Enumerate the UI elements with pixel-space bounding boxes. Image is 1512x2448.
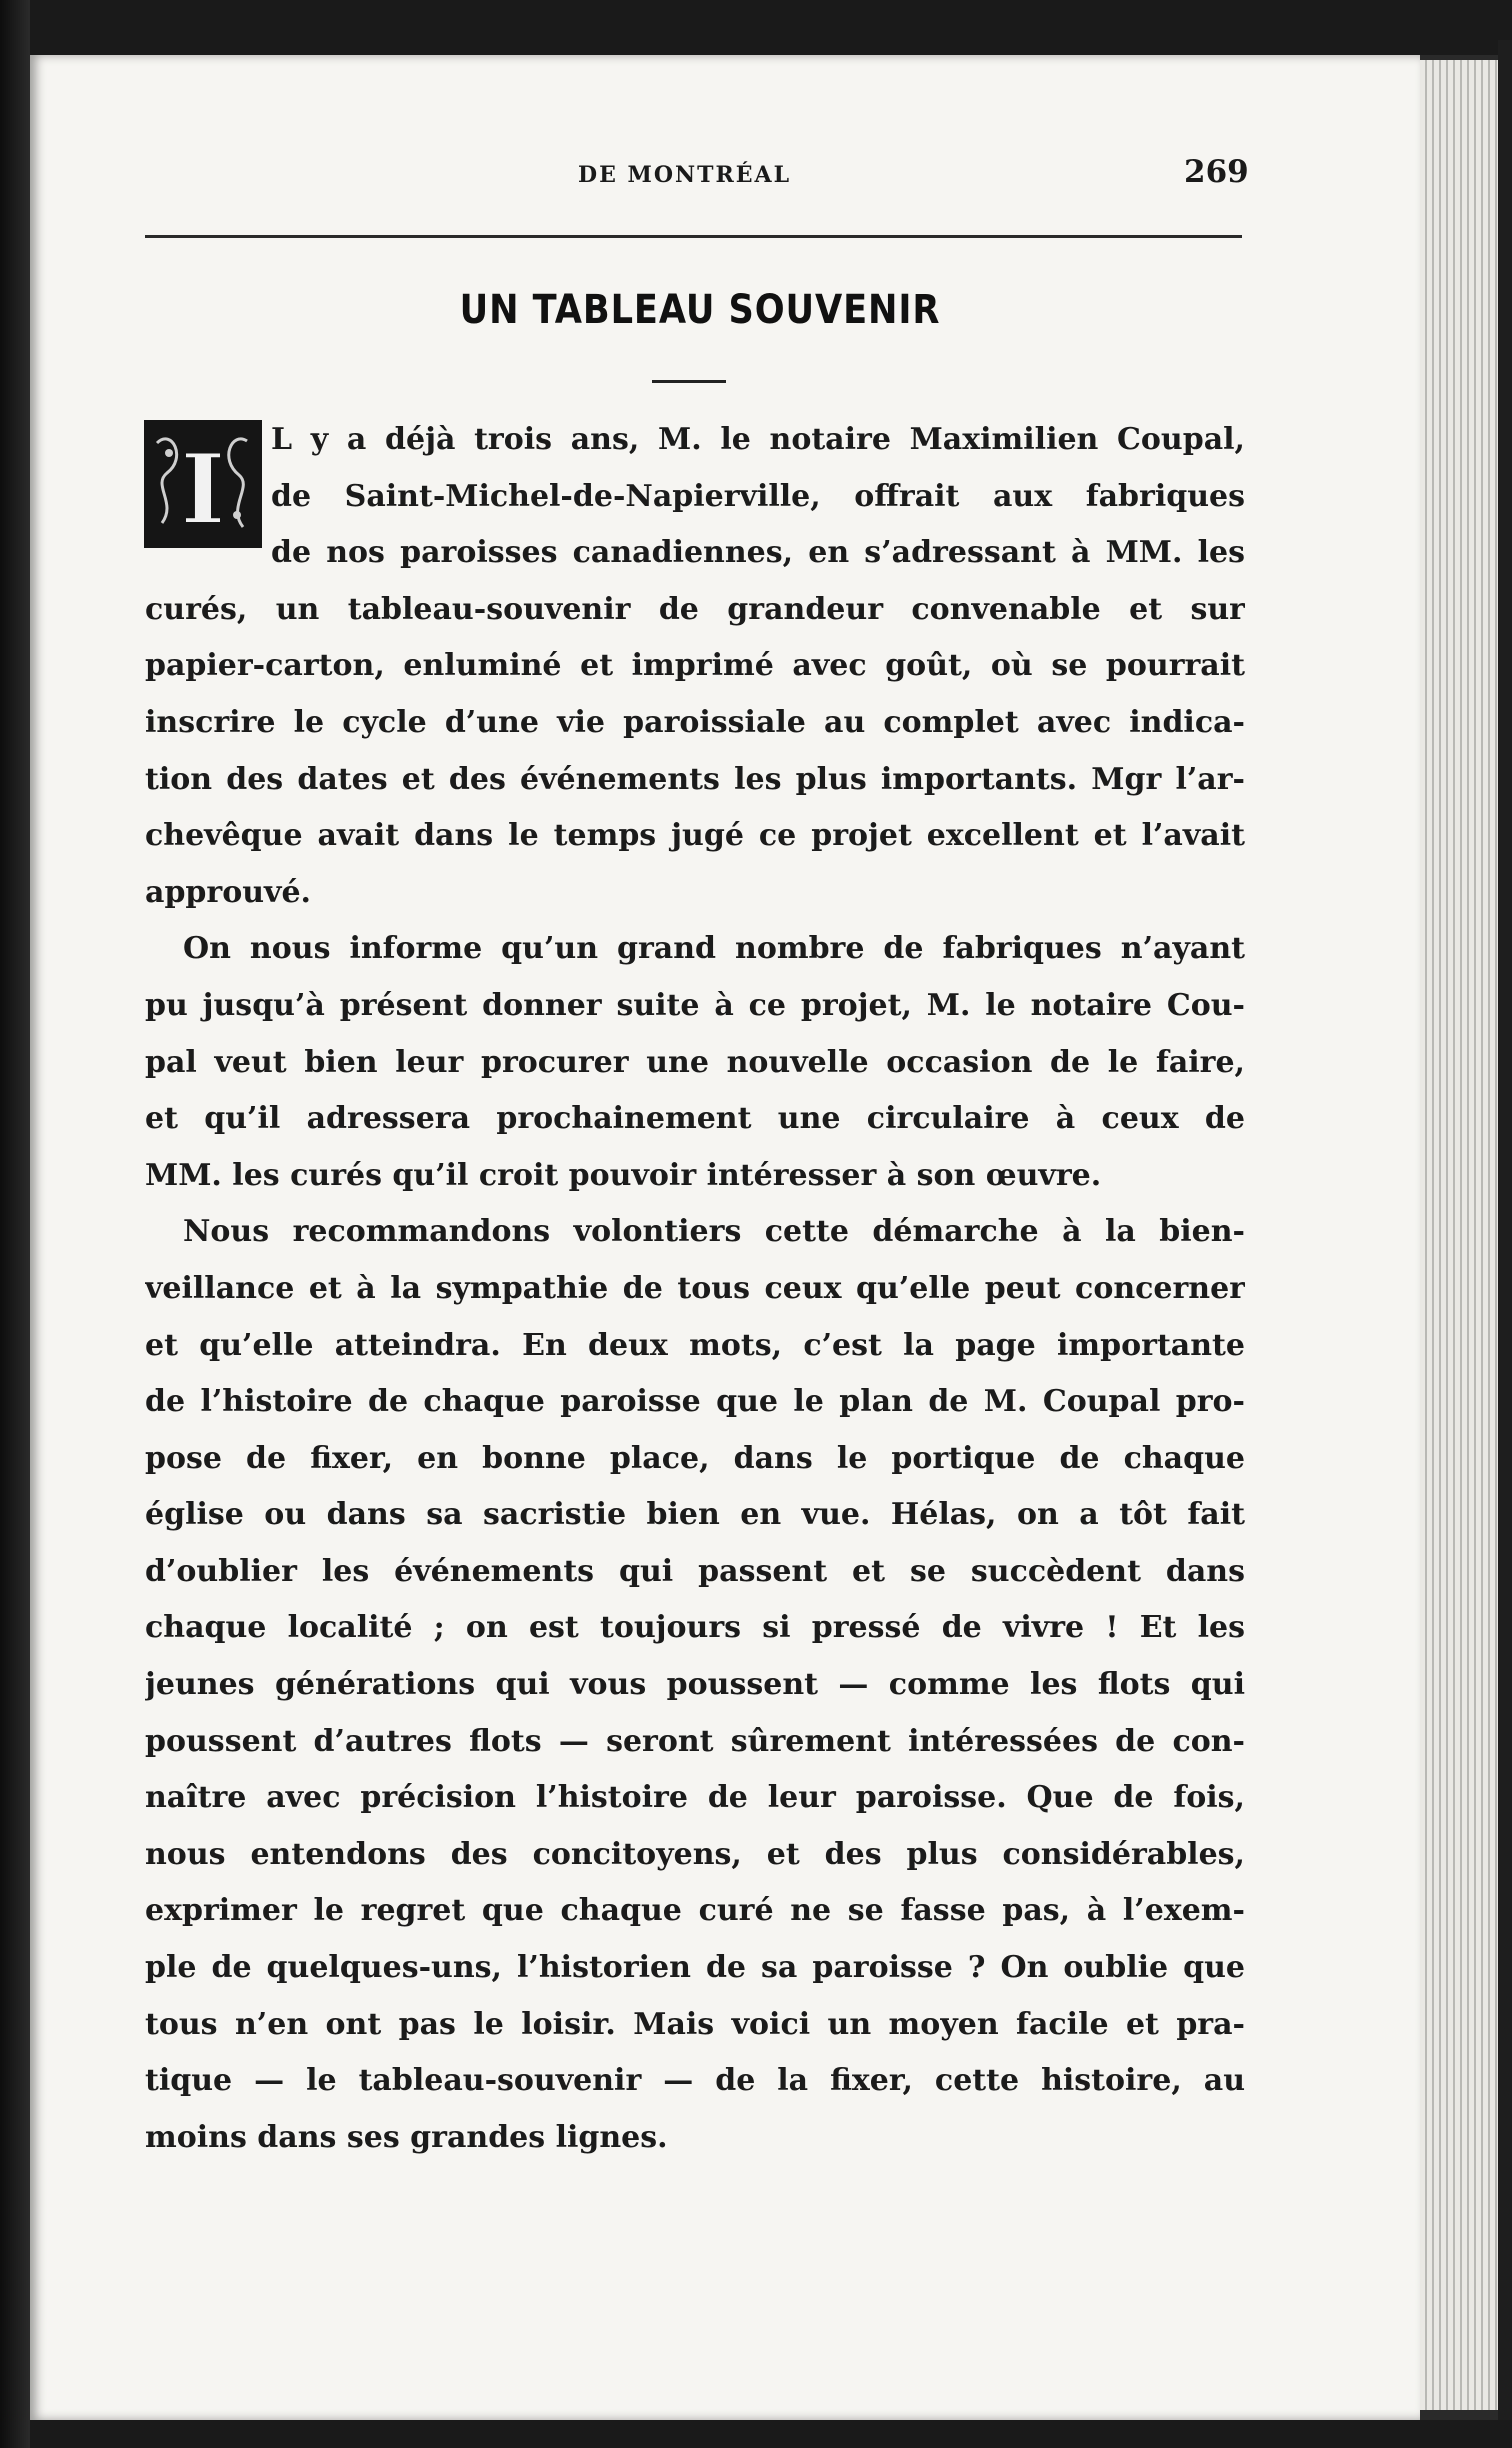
text-line: jeunes générations qui vous poussent — comme les flots qui: [145, 1667, 1245, 1703]
drop-cap-letter: I: [180, 433, 226, 545]
text-line: tique — le tableau-souvenir — de la fixer, cette histoire, au: [145, 2063, 1245, 2099]
text-line: poussent d’autres flots — seront sûrement intéressées de con-: [145, 1723, 1245, 1759]
text-line: tous n’en ont pas le loisir. Mais voici un moyen facile et pra-: [145, 2006, 1245, 2042]
text-line: moins dans ses grandes lignes.: [145, 2119, 668, 2155]
text-line: tion des dates et des événements les plus importants. Mgr l’ar-: [145, 761, 1245, 797]
title-rule: [652, 380, 726, 383]
text-line: approuvé.: [145, 874, 311, 910]
book-binding: [0, 0, 30, 2448]
text-line: Nous recommandons volontiers cette démarche à la bien-: [183, 1214, 1245, 1250]
text-line: naître avec précision l’histoire de leur paroisse. Que de fois,: [145, 1780, 1245, 1816]
text-line: ple de quelques-uns, l’historien de sa paroisse ? On oublie que: [145, 1950, 1245, 1986]
text-line: pu jusqu’à présent donner suite à ce projet, M. le notaire Cou-: [145, 987, 1245, 1023]
text-line: de l’histoire de chaque paroisse que le plan de M. Coupal pro-: [145, 1384, 1245, 1420]
text-line: église ou dans sa sacristie bien en vue. Hélas, on a tôt fait: [145, 1497, 1245, 1533]
text-line: On nous informe qu’un grand nombre de fabriques n’ayant: [183, 931, 1245, 967]
text-line: MM. les curés qu’il croit pouvoir intéresser à son œuvre.: [145, 1157, 1102, 1193]
text-line: veillance et à la sympathie de tous ceux qu’elle peut concerner: [145, 1270, 1245, 1306]
text-line: nous entendons des concitoyens, et des plus considérables,: [145, 1836, 1245, 1872]
header-rule: [145, 235, 1242, 238]
text-line: papier-carton, enluminé et imprimé avec goût, où se pourrait: [145, 648, 1245, 684]
text-line: chevêque avait dans le temps jugé ce projet excellent et l’avait: [145, 818, 1245, 854]
text-line: exprimer le regret que chaque curé ne se fasse pas, à l’exem-: [145, 1893, 1245, 1929]
text-line: d’oublier les événements qui passent et se succèdent dans: [145, 1553, 1245, 1589]
page-edges: [1420, 60, 1498, 2410]
text-line: pose de fixer, en bonne place, dans le portique de chaque: [145, 1440, 1245, 1476]
scan-top-border: [30, 0, 1512, 55]
article-title: UN TABLEAU SOUVENIR: [459, 287, 941, 333]
running-title: DE MONTRÉAL: [578, 162, 792, 188]
text-line: curés, un tableau-souvenir de grandeur convenable et sur: [145, 591, 1245, 627]
text-line: et qu’il adressera prochainement une circulaire à ceux de: [145, 1101, 1245, 1137]
text-line: L y a déjà trois ans, M. le notaire Maximilien Coupal,: [271, 422, 1245, 457]
article-body: [145, 412, 1245, 2166]
scan-right-border: [1498, 40, 1512, 2448]
page-number: 269: [1184, 154, 1249, 190]
text-line: et qu’elle atteindra. En deux mots, c’est la page importante: [145, 1327, 1245, 1363]
text-line: pal veut bien leur procurer une nouvelle occasion de le faire,: [145, 1044, 1245, 1080]
scan-bottom-border: [30, 2420, 1512, 2448]
text-line: de nos paroisses canadiennes, en s’adressant à MM. les: [271, 535, 1245, 571]
text-line: de Saint-Michel-de-Napierville, offrait aux fabriques: [271, 478, 1245, 514]
text-line: chaque localité ; on est toujours si pressé de vivre ! Et les: [145, 1610, 1245, 1646]
text-line: inscrire le cycle d’une vie paroissiale au complet avec indica-: [145, 704, 1245, 740]
